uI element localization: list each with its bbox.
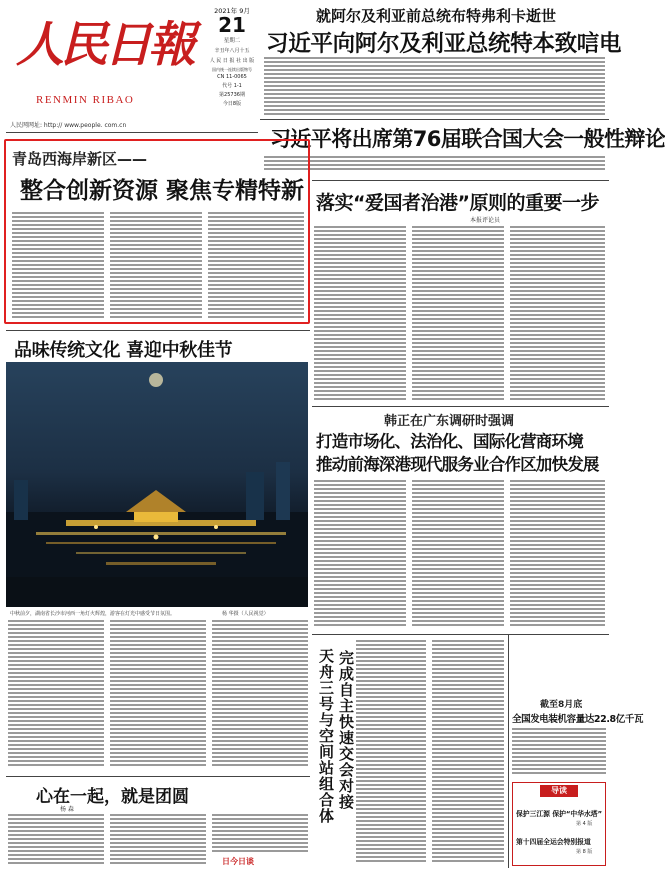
guide-title: 导读 [540, 785, 578, 797]
patriots-body-col3 [510, 226, 605, 402]
festival-photo-credit: 杨 华摄（人民视觉） [222, 611, 269, 617]
reunion-body-col1 [8, 814, 104, 866]
masthead-title: 人民日報 [16, 17, 193, 73]
un-story-headline[interactable]: 习近平将出席第76届联合国大会一般性辩论 [270, 127, 665, 151]
han-zheng-body-col1 [314, 480, 406, 630]
guide-item-1[interactable]: 保护三江源 保护“中华水塔” [516, 810, 603, 818]
patriots-body-col2 [412, 226, 504, 402]
pages-count: 今日8版 [222, 101, 242, 107]
divider [260, 119, 609, 120]
reunion-headline[interactable]: 心在一起，就是团圆 [36, 787, 189, 807]
highlight-body-col2 [110, 212, 202, 320]
han-zheng-headline-2[interactable]: 推动前海深港现代服务业合作区加快发展 [316, 455, 599, 474]
reunion-body-col3 [212, 814, 308, 854]
space-body-col2 [432, 640, 504, 866]
festival-photo-caption: 中秋前夕，湖南省长沙市河西一角灯火辉煌，游客在灯光中感受节日氛围。 [10, 611, 176, 617]
divider [6, 132, 258, 133]
postal-code: 代号 1-1 [222, 83, 242, 89]
power-headline[interactable]: 全国发电装机容量达22.8亿千瓦 [512, 714, 644, 725]
power-body [512, 728, 606, 776]
reunion-body-col2 [110, 814, 206, 866]
festival-body-col3 [212, 620, 308, 770]
night-city-illustration [6, 362, 308, 607]
cn-number: CN 11-0065 [217, 74, 247, 80]
top-story-headline[interactable]: 习近平向阿尔及利亚总统特本致唁电 [266, 31, 622, 57]
masthead-pinyin: RENMIN RIBAO [36, 94, 135, 106]
date-year-month: 2021年 9月 [214, 7, 250, 15]
festival-photo[interactable] [6, 362, 308, 607]
guide-item-2[interactable]: 第十四届全运会特别报道 [516, 838, 591, 846]
festival-body-col2 [110, 620, 206, 770]
divider [312, 406, 609, 407]
patriots-byline: 本报评论员 [470, 217, 501, 224]
un-story-body [264, 156, 605, 174]
space-headline-right[interactable]: 完成自主快速交会对接 [337, 650, 355, 810]
power-kicker[interactable]: 截至8月底 [540, 700, 583, 710]
lunar-date: 辛丑年八月十五 [214, 48, 250, 54]
divider [312, 634, 609, 635]
han-zheng-body-col3 [510, 480, 605, 630]
space-body-col1 [356, 640, 426, 866]
website-label[interactable]: 人民网网址: http:// www.people. com.cn [10, 122, 127, 129]
issue-number: 第25736期 [219, 92, 245, 98]
han-zheng-headline-1[interactable]: 打造市场化、法治化、国际化营商环境 [316, 432, 583, 451]
festival-headline[interactable]: 品味传统文化 喜迎中秋佳节 [14, 340, 233, 361]
date-block [208, 6, 256, 126]
guide-item-2-page: 第 8 版 [576, 849, 593, 855]
patriots-body-col1 [314, 226, 406, 402]
date-day: 21 [218, 13, 246, 37]
masthead [8, 6, 206, 124]
top-story-body [264, 57, 605, 117]
domestic-code: 国内统一连续出版物号 [212, 67, 252, 72]
reunion-byline: 杨 森 [60, 806, 74, 813]
today-talk-label: 日今日谈 [222, 857, 254, 866]
highlight-body-col1 [12, 212, 104, 320]
top-story-kicker[interactable]: 就阿尔及利亚前总统布特弗利卡逝世 [316, 7, 557, 25]
divider [508, 634, 509, 868]
patriots-headline[interactable]: 落实“爱国者治港”原则的重要一步 [316, 192, 599, 214]
publisher: 人 民 日 报 社 出 版 [209, 58, 255, 64]
han-zheng-body-col2 [412, 480, 504, 630]
guide-item-1-page: 第 4 版 [576, 821, 593, 827]
highlight-kicker[interactable]: 青岛西海岸新区—— [12, 150, 148, 168]
highlight-body-col3 [208, 212, 304, 320]
han-zheng-kicker[interactable]: 韩正在广东调研时强调 [384, 414, 515, 429]
highlight-headline[interactable]: 整合创新资源 聚焦专精特新 [20, 178, 305, 204]
divider [6, 776, 310, 777]
festival-body-col1 [8, 620, 104, 770]
divider [312, 180, 609, 181]
space-headline-left[interactable]: 天舟三号与空间站组合体 [317, 648, 335, 824]
weekday: 星期二 [223, 38, 241, 44]
divider [6, 330, 310, 331]
